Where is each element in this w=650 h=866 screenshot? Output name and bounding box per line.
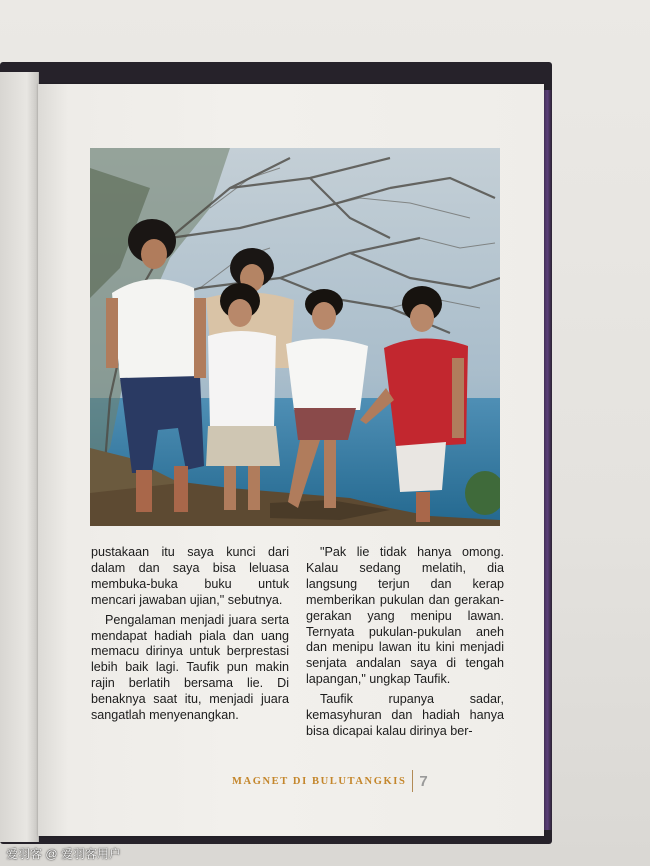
right-paragraph-2: Taufik rupanya sadar, kemasyhuran dan hadiah hanya bisa dicapai kalau dirinya ber- — [306, 692, 504, 738]
left-paragraph-1: pustakaan itu saya kunci dari dalam dan saya bisa leluasa membuka-buka buku untuk mencari jawaban ujian," sebutnya. — [91, 545, 289, 607]
left-paragraph-2: Pengalaman menjadi juara serta mendapat hadiah piala dan uang memacu dirinya untuk berprestasi lebih baik lagi. Taufik pun makin rajin berlatih bersama lie. Di benaknya saat itu, menjadi juara sangatlah menyenangkan. — [91, 612, 289, 723]
page-number: 7 — [419, 772, 428, 790]
text-column-left — [91, 545, 289, 724]
family-photo-image — [90, 148, 500, 526]
watermark: 爱羽客 @ 爱羽客用户 — [6, 847, 121, 861]
footer-divider — [412, 770, 413, 792]
family-photo — [90, 148, 500, 526]
left-page-edge — [0, 72, 39, 842]
page-footer — [232, 768, 428, 794]
running-title: MAGNET DI BULUTANGKIS — [232, 775, 407, 787]
text-column-right — [306, 545, 504, 740]
right-paragraph-1: "Pak lie tidak hanya omong. Kalau sedang melatih, dia langsung terjun dan kerap memberikan pukulan dan gerakan-gerakan yang menipu lawan. Ternyata pukulan-pukulan aneh dan menipu lawan itu kini menjadi senjata andalan saya di tengah lapangan," ungkap Taufik. — [306, 545, 504, 687]
